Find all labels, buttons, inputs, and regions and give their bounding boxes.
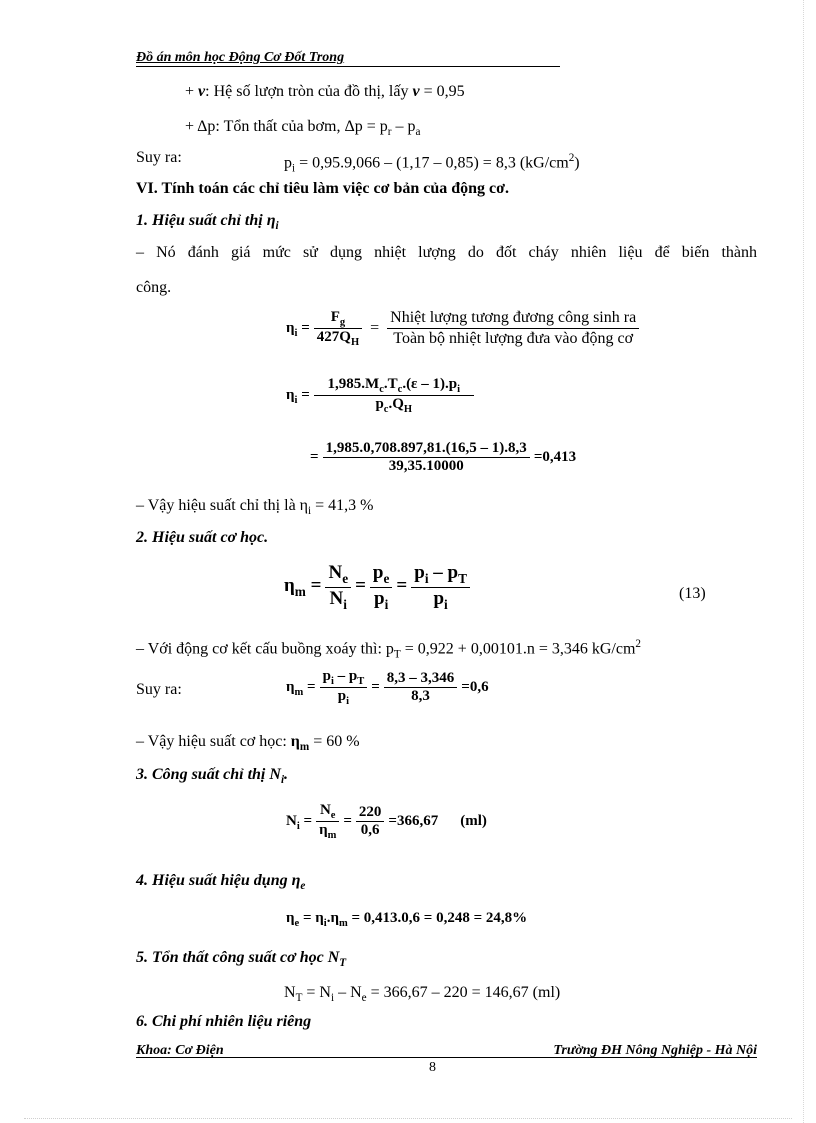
- suyra-label-1: Suy ra:: [136, 149, 182, 166]
- footer-left: Khoa: Cơ Điện: [136, 1043, 224, 1058]
- s1-conclusion: – Vậy hiệu suất chỉ thị là $\eta_i = 41,3$ %: [136, 497, 374, 518]
- ni-equation: $N_i$ = $\frac{N_e}{\eta_m}$ = $\frac{220}{0,6}$ =366,67 (ml): [286, 802, 487, 841]
- page-number: 8: [429, 1060, 436, 1075]
- page-edge-dots: [24, 1118, 792, 1119]
- s2-title: 2. Hiệu suất cơ học.: [136, 529, 269, 546]
- s1-paragraph-line2: công.: [136, 279, 172, 296]
- s5-title: 5. Tổn thất công suất cơ học $N_T$: [136, 949, 347, 970]
- eta-e-equation: $\eta_e = \eta_i.\eta_m = 0,413.0,6 = 0,248 = 24,8\%$: [286, 910, 528, 929]
- nu-line: + ν: Hệ số lượn tròn của đồ thị, lấy ν = 0,95: [185, 83, 465, 100]
- s4-title: 4. Hiệu suất hiệu dụng $\eta_e$: [136, 872, 306, 893]
- page-side-dots: [803, 0, 804, 1123]
- eta-i-calculation: = $\frac{1,985.0,708.897,81.(16,5 - 1).8,3}{39,35.10000}$ =0,413: [310, 440, 577, 474]
- nt-equation: $N_T = N_i - N_e = 366,67 - 220 = 146,67$ (ml): [284, 984, 561, 1005]
- s1-title: 1. Hiệu suất chỉ thị $\eta_i$: [136, 212, 279, 233]
- equation-number: (13): [679, 585, 706, 602]
- footer-right: Trường ĐH Nông Nghiệp - Hà Nội: [553, 1043, 757, 1058]
- section-6-title: VI. Tính toán các chỉ tiêu làm việc cơ bản của động cơ.: [136, 180, 509, 197]
- eta-i-formula: $\eta_i$ = $\frac{1,985.M_c.T_c.(\varepsilon - 1).p_i}{p_c.Q_H}$: [286, 376, 474, 415]
- header-rule: [136, 66, 560, 67]
- suyra-label-2: Suy ra:: [136, 681, 182, 698]
- s1-paragraph-line1: – Nó đánh giá mức sử dụng nhiệt lượng do đốt cháy nhiên liệu để biến thành: [136, 244, 757, 261]
- s2-conclusion: – Vậy hiệu suất cơ học: $\eta_m = 60$ %: [136, 733, 360, 754]
- pt-line: – Với động cơ kết cấu buồng xoáy thì: $p_T = 0,922 + 0,00101.n = 3,346$ $kG/cm^2$: [136, 638, 641, 661]
- pi-equation: $p_i = 0,95.9,066 - (1,17 - 0,85) = 8,3$ $(kG/cm^2)$: [284, 152, 580, 175]
- s3-title: 3. Công suất chỉ thị $N_i$.: [136, 766, 289, 787]
- eta-m-calculation: $\eta_m$ = $\frac{p_i - p_T}{p_i}$ = $\frac{8,3 - 3,346}{8,3}$ =0,6: [286, 668, 489, 707]
- eta-i-definition: $\eta_i$ = $\frac{F_g}{427Q_H}$ = $\frac{\text{Nhiệt lượng tương đương công sinh ra}}{\text{Toàn bộ nhiệt lượng đưa vào động cơ}}$: [286, 308, 639, 349]
- eta-m-equation: $\eta_m$ = $\frac{N_e}{N_i}$ = $\frac{p_e}{p_i}$ = $\frac{p_i - p_T}{p_i}$: [284, 562, 470, 613]
- s6-title: 6. Chi phí nhiên liệu riêng: [136, 1013, 312, 1030]
- dp-line: + Δp: Tổn thất của bơm, $\Delta p = p_r - p_a$: [185, 118, 421, 139]
- header-title: Đồ án môn học Động Cơ Đốt Trong: [136, 50, 345, 65]
